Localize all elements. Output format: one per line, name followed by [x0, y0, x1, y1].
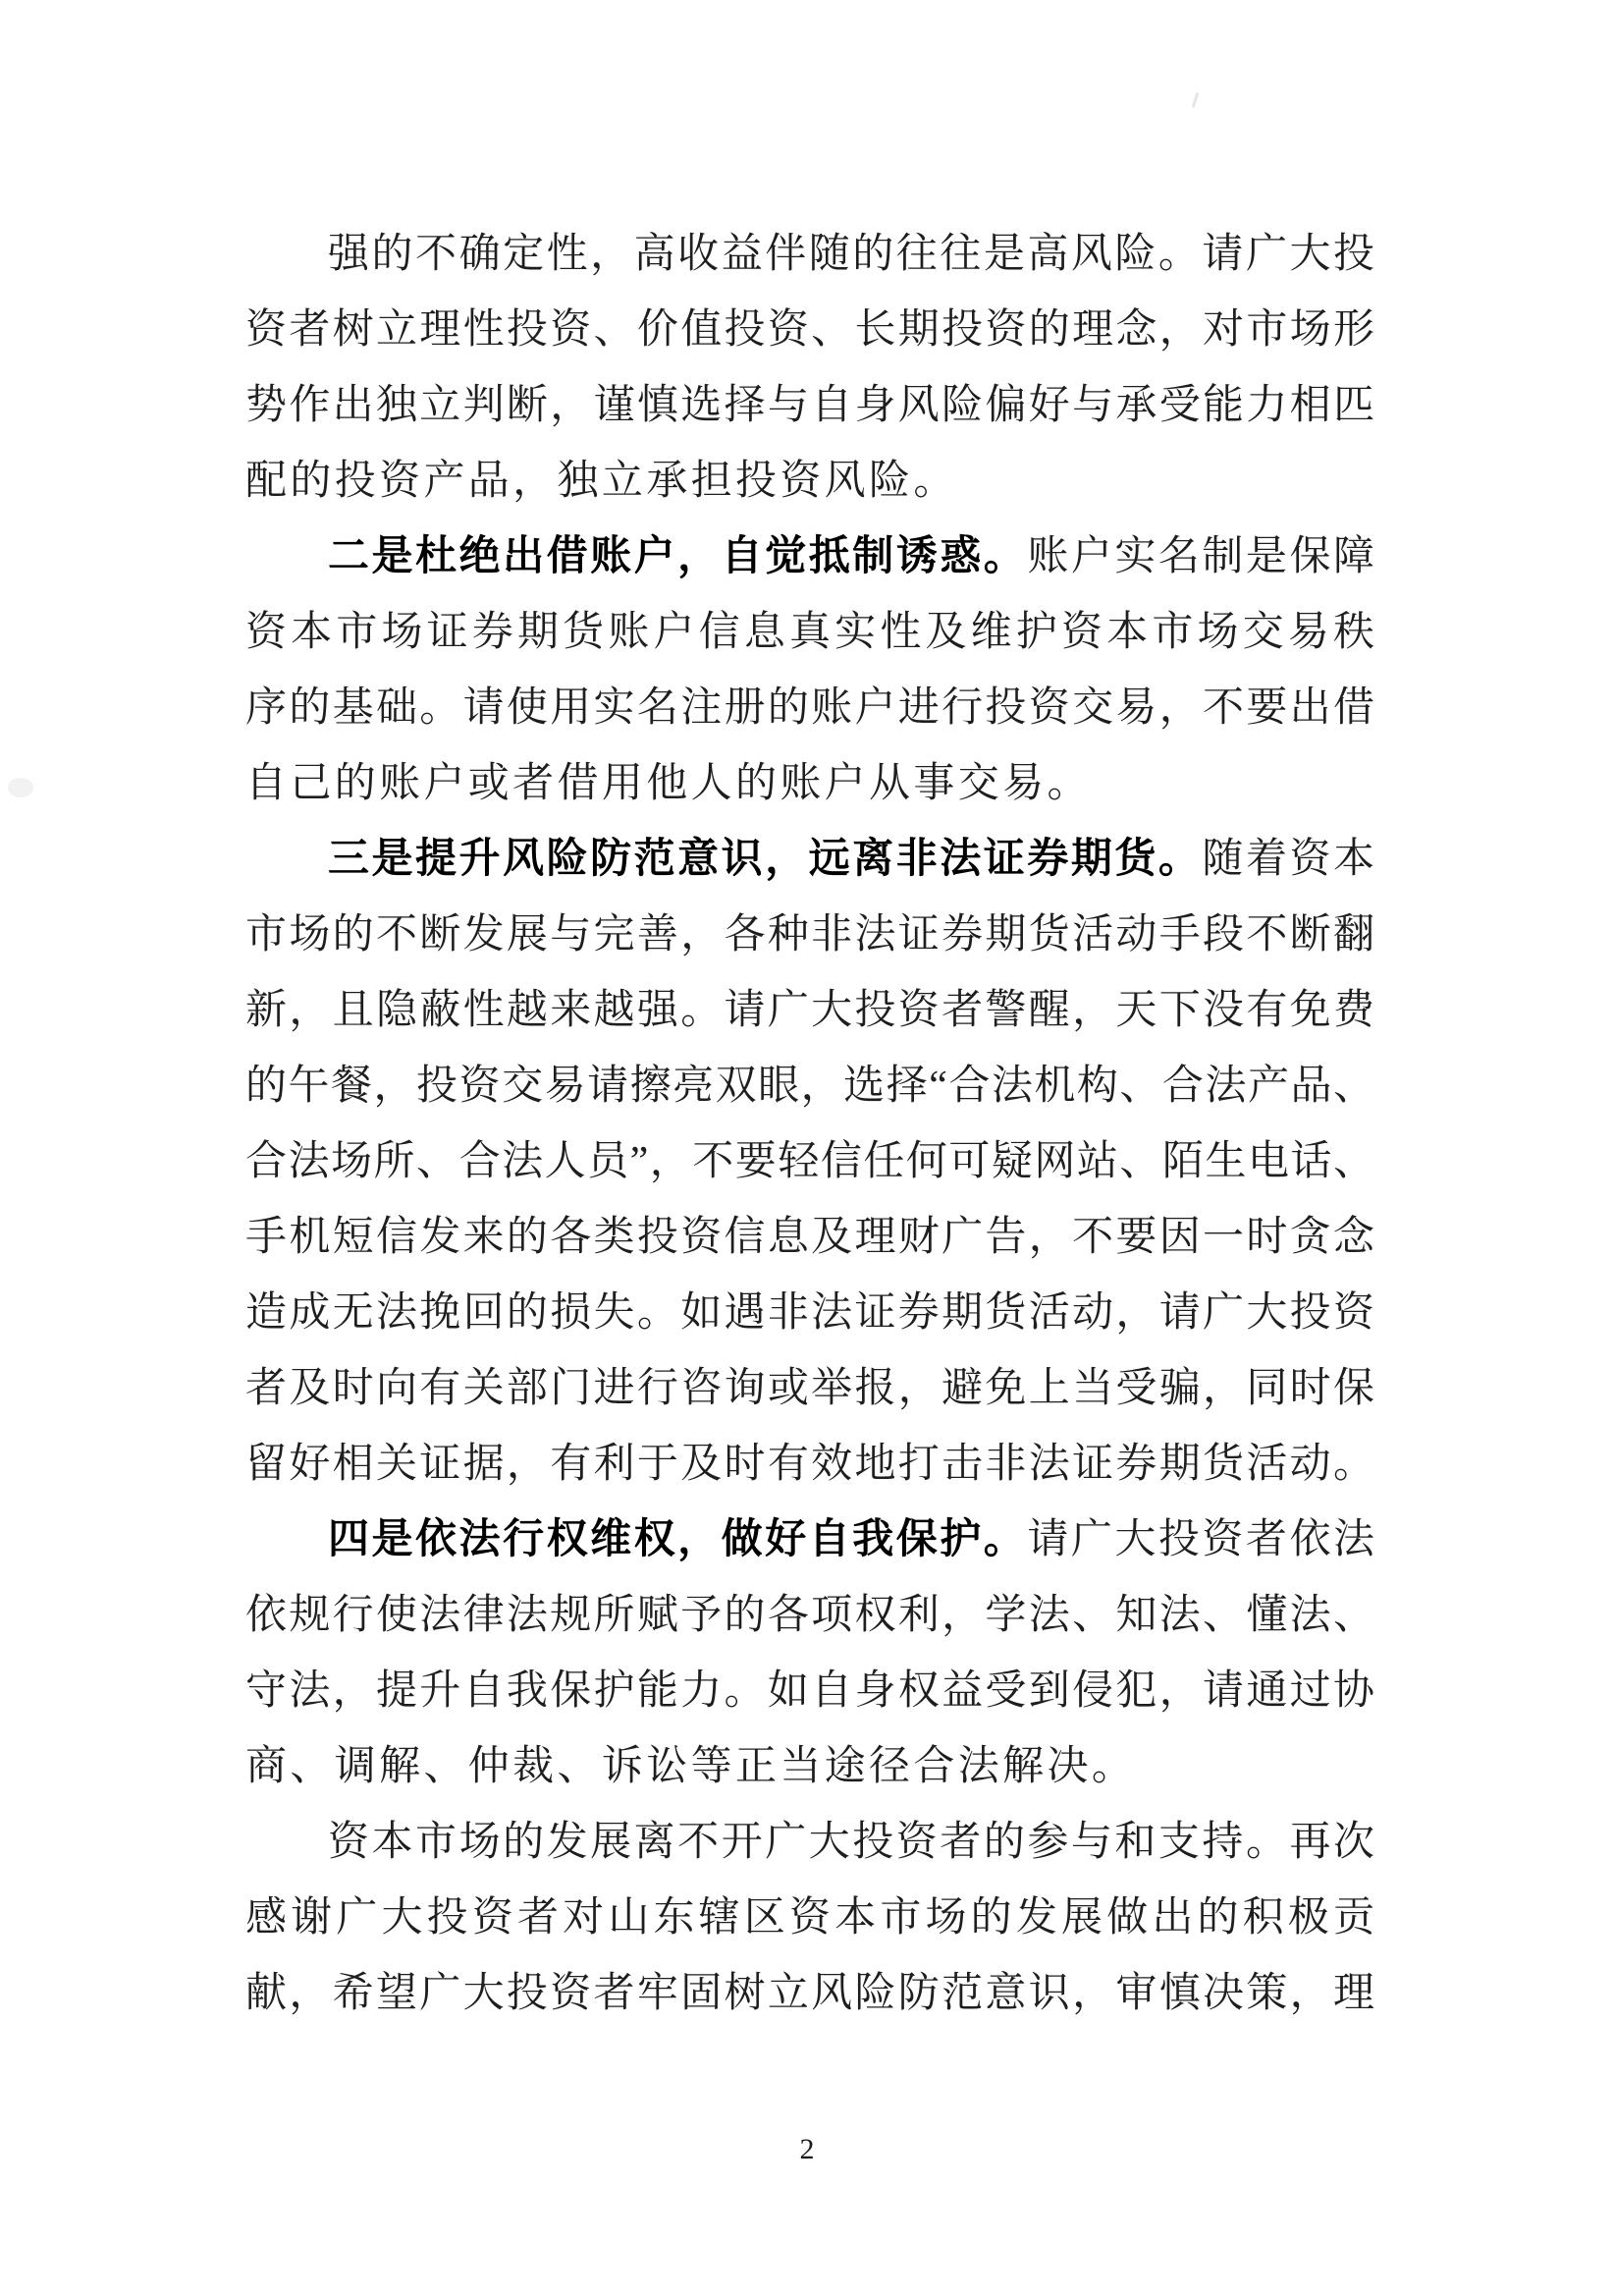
text-run: 账户实名制是保障: [1027, 534, 1374, 579]
text-run: 资本市场证券期货账户信息真实性及维护资本市场交易秩: [245, 610, 1374, 655]
text-line: [245, 1805, 1374, 1881]
text-line: [245, 368, 1374, 444]
text-line: [245, 1427, 1374, 1503]
scan-artifact: [8, 778, 33, 797]
text-run: 守法，提升自我保护能力。如自身权益受到侵犯，请通过协: [245, 1668, 1374, 1714]
text-run: 随着资本: [1202, 837, 1374, 882]
text-run: 势作出独立判断，谨慎选择与自身风险偏好与承受能力相匹: [245, 383, 1374, 428]
text-line: [245, 1729, 1374, 1805]
text-line: [245, 1049, 1374, 1124]
text-run: 的午餐，投资交易请擦亮双眼，选择“合法机构、合法产品、: [245, 1064, 1374, 1109]
text-run: 新，且隐蔽性越来越强。请广大投资者警醒，天下没有免费: [245, 988, 1374, 1033]
text-line: [245, 746, 1374, 822]
text-run: 资者树立理性投资、价值投资、长期投资的理念，对市场形: [245, 307, 1374, 353]
text-line: [245, 1956, 1374, 2032]
text-line: [245, 822, 1374, 898]
text-line: [245, 1881, 1374, 1956]
text-line: [245, 973, 1374, 1049]
text-run: 商、调解、仲裁、诉讼等正当途径合法解决。: [245, 1744, 1137, 1789]
text-run: 合法场所、合法人员”，不要轻信任何可疑网站、陌生电话、: [245, 1139, 1374, 1184]
text-line: [245, 1276, 1374, 1351]
page-number: 2: [799, 2133, 815, 2165]
text-line: [245, 1200, 1374, 1276]
text-line: [245, 595, 1374, 671]
scan-artifact: [1192, 92, 1200, 108]
text-run: 自己的账户或者借用他人的账户从事交易。: [245, 761, 1092, 806]
text-run: 强的不确定性，高收益伴随的往往是高风险。请广大投: [328, 232, 1374, 277]
text-run: 资本市场的发展离不开广大投资者的参与和支持。再次: [328, 1820, 1374, 1865]
text-line: [245, 1578, 1374, 1654]
text-line: [245, 1124, 1374, 1200]
text-line: [245, 1503, 1374, 1578]
text-line: [245, 1654, 1374, 1729]
bold-text-run: 四是依法行权维权，做好自我保护。: [328, 1517, 1028, 1562]
text-run: 手机短信发来的各类投资信息及理财广告，不要因一时贪念: [245, 1215, 1374, 1260]
document-body: [245, 217, 1374, 2032]
text-line: [245, 444, 1374, 519]
text-line: [245, 898, 1374, 973]
text-run: 献，希望广大投资者牢固树立风险防范意识，审慎决策，理: [245, 1971, 1374, 2016]
bold-text-run: 三是提升风险防范意识，远离非法证券期货。: [328, 837, 1203, 882]
text-run: 请广大投资者依法: [1027, 1517, 1374, 1562]
text-run: 市场的不断发展与完善，各种非法证券期货活动手段不断翻: [245, 912, 1374, 957]
text-line: [245, 1351, 1374, 1427]
text-line: [245, 293, 1374, 368]
text-line: [245, 519, 1374, 595]
text-run: 序的基础。请使用实名注册的账户进行投资交易，不要出借: [245, 685, 1374, 731]
text-line: [245, 671, 1374, 746]
text-run: 造成无法挽回的损失。如遇非法证券期货活动，请广大投资: [245, 1290, 1374, 1336]
text-line: [245, 217, 1374, 293]
text-run: 留好相关证据，有利于及时有效地打击非法证券期货活动。: [245, 1442, 1374, 1487]
text-run: 配的投资产品，独立承担投资风险。: [245, 459, 958, 504]
text-run: 依规行使法律法规所赋予的各项权利，学法、知法、懂法、: [245, 1593, 1374, 1638]
bold-text-run: 二是杜绝出借账户，自觉抵制诱惑。: [328, 534, 1028, 579]
text-run: 感谢广大投资者对山东辖区资本市场的发展做出的积极贡: [245, 1895, 1374, 1941]
text-run: 者及时向有关部门进行咨询或举报，避免上当受骗，同时保: [245, 1366, 1374, 1411]
